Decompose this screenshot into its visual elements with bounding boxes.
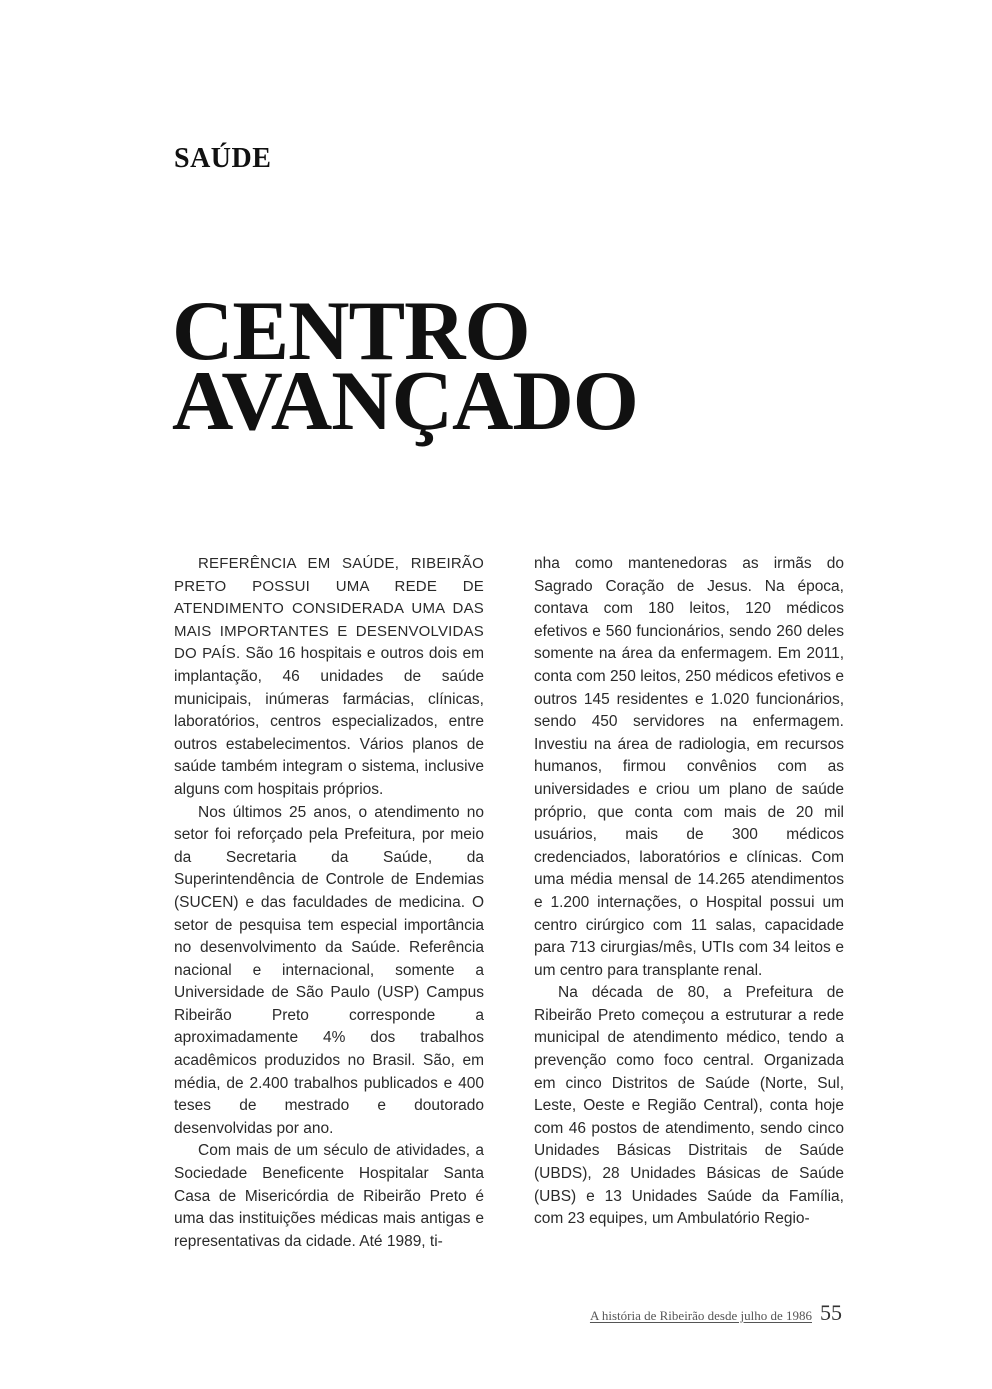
section-label: SAÚDE bbox=[174, 143, 272, 174]
paragraph-1-text: São 16 hospitais e outros dois em implantação, 46 unidades de saúde municipais, inúmeras farmácias, clínicas, laboratórios, centros especializados, entre outros estabelecimentos. Vários planos de saúde também integram o sistema, inclusive alguns com hospitais próprios. bbox=[174, 645, 484, 798]
text-column-left bbox=[174, 553, 484, 1253]
title-line-1: CENTRO bbox=[172, 284, 530, 378]
title-line-2: AVANÇADO bbox=[172, 354, 638, 448]
paragraph-3-start: Com mais de um século de atividades, a Sociedade Beneficente Hospitalar Santa Casa de Misericórdia de Ribeirão Preto é uma das instituições médicas mais antigas e representativas da cidade. Até 1989, ti- bbox=[174, 1142, 484, 1250]
page-footer bbox=[590, 1300, 842, 1326]
paragraph-2: Nos últimos 25 anos, o atendimento no setor foi reforçado pela Prefeitura, por meio da Secretaria da Saúde, da Superintendência de Controle de Endemias (SUCEN) e das faculdades de medicina. O setor de pesquisa tem especial importância no desenvolvimento da Saúde. Referência nacional e internacional, somente a Universidade de São Paulo (USP) Campus Ribeirão Preto corresponde a aproximadamente 4% dos trabalhos acadêmicos produzidos no Brasil. São, em média, de 2.400 trabalhos publicados e 400 teses de mestrado e doutorado desenvolvidas por ano. bbox=[174, 803, 484, 1137]
paragraph-3-end: nha como mantenedoras as irmãs do Sagrado Coração de Jesus. Na época, contava com 180 leitos, 120 médicos efetivos e 560 funcionários, sendo 260 deles somente na área da enfermagem. Em 2011, conta com 250 leitos, 250 médicos efetivos e outros 145 residentes e 1.020 funcionários, sendo 450 servidores na enfermagem. Investiu na área de radiologia, em recursos humanos, firmou convênios com as universidades e criou um plano de saúde próprio, que conta com mais de 20 mil usuários, mais de 300 médicos credenciados, laboratórios e clínicas. Com uma média mensal de 14.265 atendimentos e 1.200 internações, o Hospital possui um centro cirúrgico com 11 salas, capacidade para 713 cirurgias/mês, UTIs com 34 leitos e um centro para transplante renal. bbox=[534, 555, 844, 979]
paragraph-1 bbox=[174, 553, 484, 802]
page-title bbox=[172, 284, 638, 448]
lead-in-caps: REFERÊNCIA EM SAÚDE, RIBEIRÃO PRETO POSSUI UMA REDE DE ATENDIMENTO CONSIDERADA UMA DAS MAIS IMPORTANTES E DESENVOLVIDAS DO PAÍS. bbox=[174, 555, 484, 663]
paragraph-4: Na década de 80, a Prefeitura de Ribeirão Preto começou a estruturar a rede municipal de atendimento médico, tendo a prevenção como foco central. Organizada em cinco Distritos de Saúde (Norte, Sul, Leste, Oeste e Região Central), conta hoje com 46 postos de atendimento, sendo cinco Unidades Básicas Distritais de Saúde (UBDS), 28 Unidades Básicas de Saúde (UBS) e 13 Unidades Saúde da Família, com 23 equipes, um Ambulatório Regio- bbox=[534, 984, 844, 1228]
book-title: A história de Ribeirão desde julho de 1986 bbox=[589, 1308, 812, 1323]
text-column-right bbox=[534, 553, 844, 1231]
page-number: 55 bbox=[820, 1300, 842, 1325]
